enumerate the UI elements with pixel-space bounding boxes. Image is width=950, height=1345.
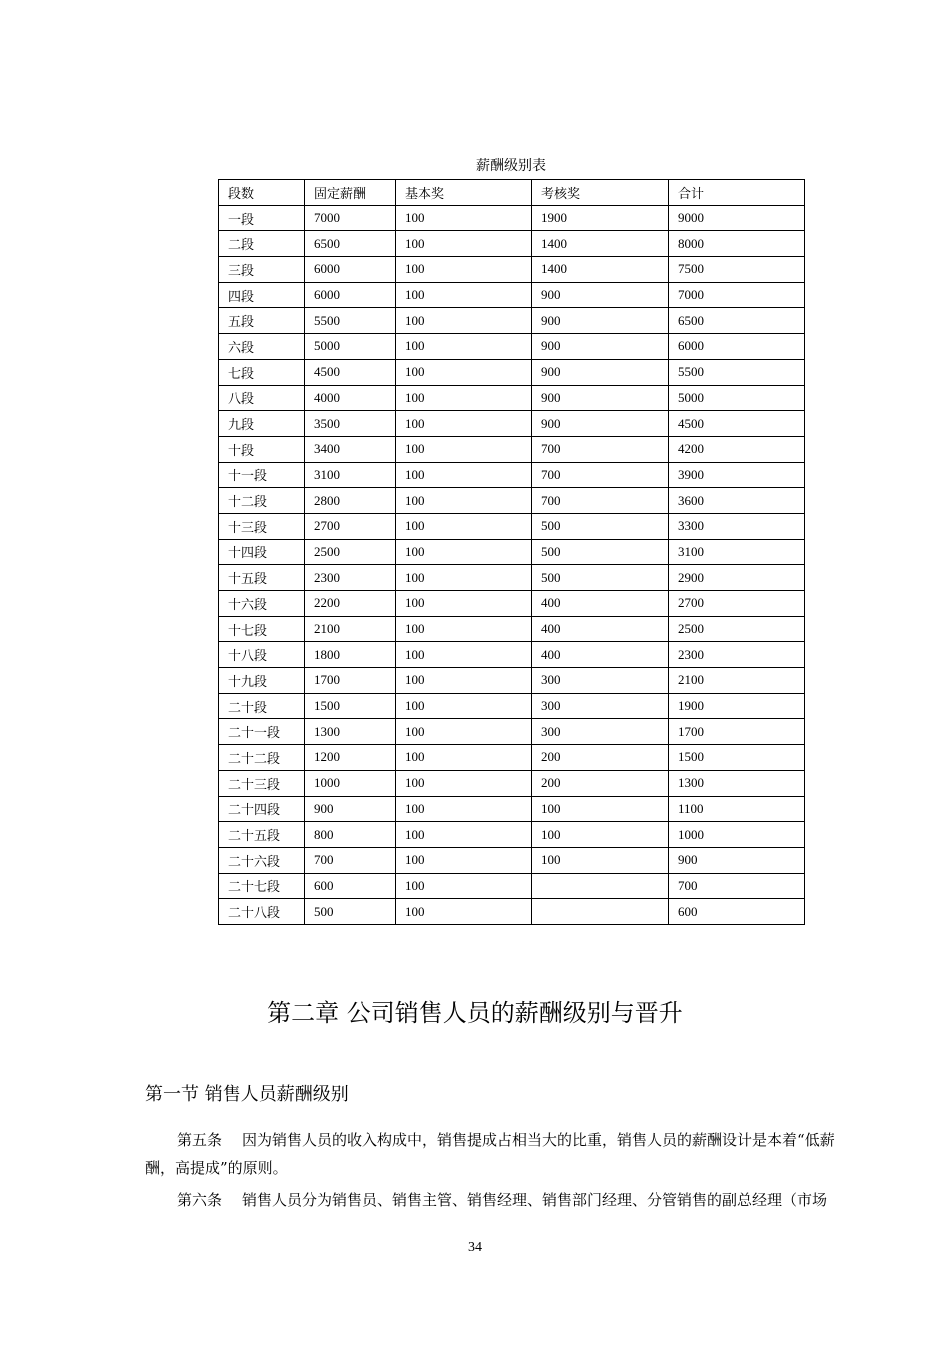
section-title: 第一节 销售人员薪酬级别 <box>145 1084 349 1105</box>
cell-assessment-bonus: 500 <box>532 565 669 591</box>
cell-level: 二十段 <box>219 693 305 719</box>
cell-total: 7500 <box>669 257 805 283</box>
cell-base-bonus: 100 <box>396 282 532 308</box>
cell-fixed-salary: 800 <box>305 822 396 848</box>
cell-base-bonus: 100 <box>396 359 532 385</box>
cell-level: 二十七段 <box>219 873 305 899</box>
cell-level: 十六段 <box>219 591 305 617</box>
table-header-row <box>219 180 805 206</box>
cell-assessment-bonus: 400 <box>532 642 669 668</box>
cell-base-bonus: 100 <box>396 616 532 642</box>
cell-fixed-salary: 2800 <box>305 488 396 514</box>
cell-fixed-salary: 1200 <box>305 745 396 771</box>
table-row <box>219 436 805 462</box>
table-row <box>219 488 805 514</box>
article-5 <box>145 1126 863 1182</box>
cell-base-bonus: 100 <box>396 796 532 822</box>
cell-base-bonus: 100 <box>396 488 532 514</box>
cell-level: 十一段 <box>219 462 305 488</box>
cell-total: 5000 <box>669 385 805 411</box>
cell-fixed-salary: 2100 <box>305 616 396 642</box>
cell-total: 1300 <box>669 770 805 796</box>
cell-base-bonus: 100 <box>396 591 532 617</box>
cell-level: 七段 <box>219 359 305 385</box>
table-row <box>219 822 805 848</box>
cell-base-bonus: 100 <box>396 693 532 719</box>
cell-assessment-bonus: 1400 <box>532 257 669 283</box>
cell-total: 6500 <box>669 308 805 334</box>
cell-assessment-bonus: 200 <box>532 770 669 796</box>
table-row <box>219 616 805 642</box>
cell-base-bonus: 100 <box>396 205 532 231</box>
table-row <box>219 359 805 385</box>
cell-assessment-bonus: 500 <box>532 513 669 539</box>
cell-fixed-salary: 2200 <box>305 591 396 617</box>
cell-assessment-bonus: 700 <box>532 488 669 514</box>
cell-base-bonus: 100 <box>396 565 532 591</box>
table-row <box>219 308 805 334</box>
cell-base-bonus: 100 <box>396 411 532 437</box>
table-row <box>219 591 805 617</box>
table-row <box>219 565 805 591</box>
cell-assessment-bonus: 100 <box>532 796 669 822</box>
cell-fixed-salary: 3400 <box>305 436 396 462</box>
cell-total: 6000 <box>669 334 805 360</box>
cell-base-bonus: 100 <box>396 513 532 539</box>
cell-total: 2300 <box>669 642 805 668</box>
cell-total: 7000 <box>669 282 805 308</box>
table-row <box>219 231 805 257</box>
table-row <box>219 796 805 822</box>
table-row <box>219 385 805 411</box>
cell-assessment-bonus: 400 <box>532 591 669 617</box>
article-text: 因为销售人员的收入构成中，销售提成占相当大的比重，销售人员的薪酬设计是本着“低薪酬，高提成”的原则。 <box>145 1131 835 1177</box>
cell-base-bonus: 100 <box>396 719 532 745</box>
cell-assessment-bonus: 900 <box>532 308 669 334</box>
cell-level: 十九段 <box>219 668 305 694</box>
cell-total: 9000 <box>669 205 805 231</box>
cell-total: 4200 <box>669 436 805 462</box>
cell-base-bonus: 100 <box>396 462 532 488</box>
article-label: 第五条 <box>177 1131 223 1149</box>
cell-level: 二段 <box>219 231 305 257</box>
cell-assessment-bonus: 200 <box>532 745 669 771</box>
cell-fixed-salary: 3100 <box>305 462 396 488</box>
cell-fixed-salary: 4000 <box>305 385 396 411</box>
cell-base-bonus: 100 <box>396 231 532 257</box>
cell-assessment-bonus: 300 <box>532 668 669 694</box>
cell-level: 六段 <box>219 334 305 360</box>
cell-fixed-salary: 6000 <box>305 257 396 283</box>
cell-fixed-salary: 7000 <box>305 205 396 231</box>
cell-total: 2700 <box>669 591 805 617</box>
cell-total: 900 <box>669 847 805 873</box>
table-row <box>219 642 805 668</box>
table-row <box>219 513 805 539</box>
cell-total: 4500 <box>669 411 805 437</box>
cell-level: 二十二段 <box>219 745 305 771</box>
cell-assessment-bonus: 900 <box>532 282 669 308</box>
cell-level: 二十三段 <box>219 770 305 796</box>
cell-base-bonus: 100 <box>396 436 532 462</box>
cell-assessment-bonus: 700 <box>532 462 669 488</box>
cell-base-bonus: 100 <box>396 334 532 360</box>
cell-base-bonus: 100 <box>396 899 532 925</box>
cell-assessment-bonus: 900 <box>532 385 669 411</box>
cell-base-bonus: 100 <box>396 873 532 899</box>
cell-fixed-salary: 600 <box>305 873 396 899</box>
cell-level: 二十六段 <box>219 847 305 873</box>
cell-total: 3100 <box>669 539 805 565</box>
cell-base-bonus: 100 <box>396 770 532 796</box>
cell-fixed-salary: 3500 <box>305 411 396 437</box>
cell-level: 二十四段 <box>219 796 305 822</box>
cell-assessment-bonus: 300 <box>532 693 669 719</box>
header-level: 段数 <box>219 180 305 206</box>
cell-assessment-bonus: 100 <box>532 847 669 873</box>
table-row <box>219 462 805 488</box>
header-fixed-salary: 固定薪酬 <box>305 180 396 206</box>
cell-base-bonus: 100 <box>396 668 532 694</box>
cell-assessment-bonus: 300 <box>532 719 669 745</box>
cell-base-bonus: 100 <box>396 539 532 565</box>
cell-level: 十二段 <box>219 488 305 514</box>
cell-assessment-bonus <box>532 899 669 925</box>
cell-fixed-salary: 2500 <box>305 539 396 565</box>
table-row <box>219 257 805 283</box>
table-row <box>219 745 805 771</box>
cell-assessment-bonus: 900 <box>532 359 669 385</box>
article-text: 销售人员分为销售员、销售主管、销售经理、销售部门经理、分管销售的副总经理（市场 <box>242 1191 828 1209</box>
cell-fixed-salary: 2700 <box>305 513 396 539</box>
article-6 <box>145 1186 863 1214</box>
header-total: 合计 <box>669 180 805 206</box>
cell-level: 三段 <box>219 257 305 283</box>
cell-assessment-bonus: 700 <box>532 436 669 462</box>
cell-total: 2500 <box>669 616 805 642</box>
cell-level: 二十一段 <box>219 719 305 745</box>
cell-level: 八段 <box>219 385 305 411</box>
table-row <box>219 873 805 899</box>
cell-level: 十五段 <box>219 565 305 591</box>
cell-total: 1700 <box>669 719 805 745</box>
table-row <box>219 668 805 694</box>
cell-base-bonus: 100 <box>396 822 532 848</box>
cell-fixed-salary: 1800 <box>305 642 396 668</box>
article-label: 第六条 <box>177 1191 223 1209</box>
chapter-title: 第二章 公司销售人员的薪酬级别与晋升 <box>267 999 683 1027</box>
cell-assessment-bonus: 400 <box>532 616 669 642</box>
table-row <box>219 411 805 437</box>
cell-fixed-salary: 4500 <box>305 359 396 385</box>
cell-total: 1000 <box>669 822 805 848</box>
cell-level: 十三段 <box>219 513 305 539</box>
cell-fixed-salary: 1500 <box>305 693 396 719</box>
cell-level: 一段 <box>219 205 305 231</box>
cell-assessment-bonus: 500 <box>532 539 669 565</box>
cell-total: 1500 <box>669 745 805 771</box>
cell-total: 5500 <box>669 359 805 385</box>
cell-total: 1100 <box>669 796 805 822</box>
table-row <box>219 282 805 308</box>
cell-assessment-bonus: 1900 <box>532 205 669 231</box>
cell-base-bonus: 100 <box>396 642 532 668</box>
cell-fixed-salary: 6000 <box>305 282 396 308</box>
cell-total: 3600 <box>669 488 805 514</box>
table-row <box>219 539 805 565</box>
table-row <box>219 693 805 719</box>
cell-total: 2100 <box>669 668 805 694</box>
cell-level: 十四段 <box>219 539 305 565</box>
cell-level: 二十五段 <box>219 822 305 848</box>
cell-fixed-salary: 1000 <box>305 770 396 796</box>
cell-base-bonus: 100 <box>396 847 532 873</box>
cell-fixed-salary: 700 <box>305 847 396 873</box>
cell-fixed-salary: 1300 <box>305 719 396 745</box>
cell-assessment-bonus <box>532 873 669 899</box>
cell-level: 四段 <box>219 282 305 308</box>
table-row <box>219 847 805 873</box>
cell-total: 8000 <box>669 231 805 257</box>
cell-fixed-salary: 2300 <box>305 565 396 591</box>
cell-level: 十段 <box>219 436 305 462</box>
cell-total: 3300 <box>669 513 805 539</box>
cell-fixed-salary: 6500 <box>305 231 396 257</box>
table-body <box>219 205 805 924</box>
cell-level: 二十八段 <box>219 899 305 925</box>
cell-level: 九段 <box>219 411 305 437</box>
cell-assessment-bonus: 900 <box>532 334 669 360</box>
table-row <box>219 770 805 796</box>
cell-level: 五段 <box>219 308 305 334</box>
header-assessment-bonus: 考核奖 <box>532 180 669 206</box>
table-row <box>219 899 805 925</box>
header-base-bonus: 基本奖 <box>396 180 532 206</box>
cell-level: 十八段 <box>219 642 305 668</box>
table-row <box>219 334 805 360</box>
cell-total: 1900 <box>669 693 805 719</box>
cell-assessment-bonus: 900 <box>532 411 669 437</box>
cell-total: 2900 <box>669 565 805 591</box>
page-number: 34 <box>468 1240 482 1255</box>
cell-fixed-salary: 1700 <box>305 668 396 694</box>
table-row <box>219 719 805 745</box>
cell-total: 700 <box>669 873 805 899</box>
table-row <box>219 205 805 231</box>
cell-fixed-salary: 500 <box>305 899 396 925</box>
cell-fixed-salary: 900 <box>305 796 396 822</box>
cell-fixed-salary: 5000 <box>305 334 396 360</box>
cell-total: 3900 <box>669 462 805 488</box>
cell-assessment-bonus: 100 <box>532 822 669 848</box>
cell-level: 十七段 <box>219 616 305 642</box>
cell-assessment-bonus: 1400 <box>532 231 669 257</box>
salary-level-table <box>218 179 805 925</box>
cell-base-bonus: 100 <box>396 385 532 411</box>
cell-fixed-salary: 5500 <box>305 308 396 334</box>
cell-base-bonus: 100 <box>396 745 532 771</box>
cell-base-bonus: 100 <box>396 257 532 283</box>
cell-total: 600 <box>669 899 805 925</box>
table-caption: 薪酬级别表 <box>476 158 546 174</box>
cell-base-bonus: 100 <box>396 308 532 334</box>
